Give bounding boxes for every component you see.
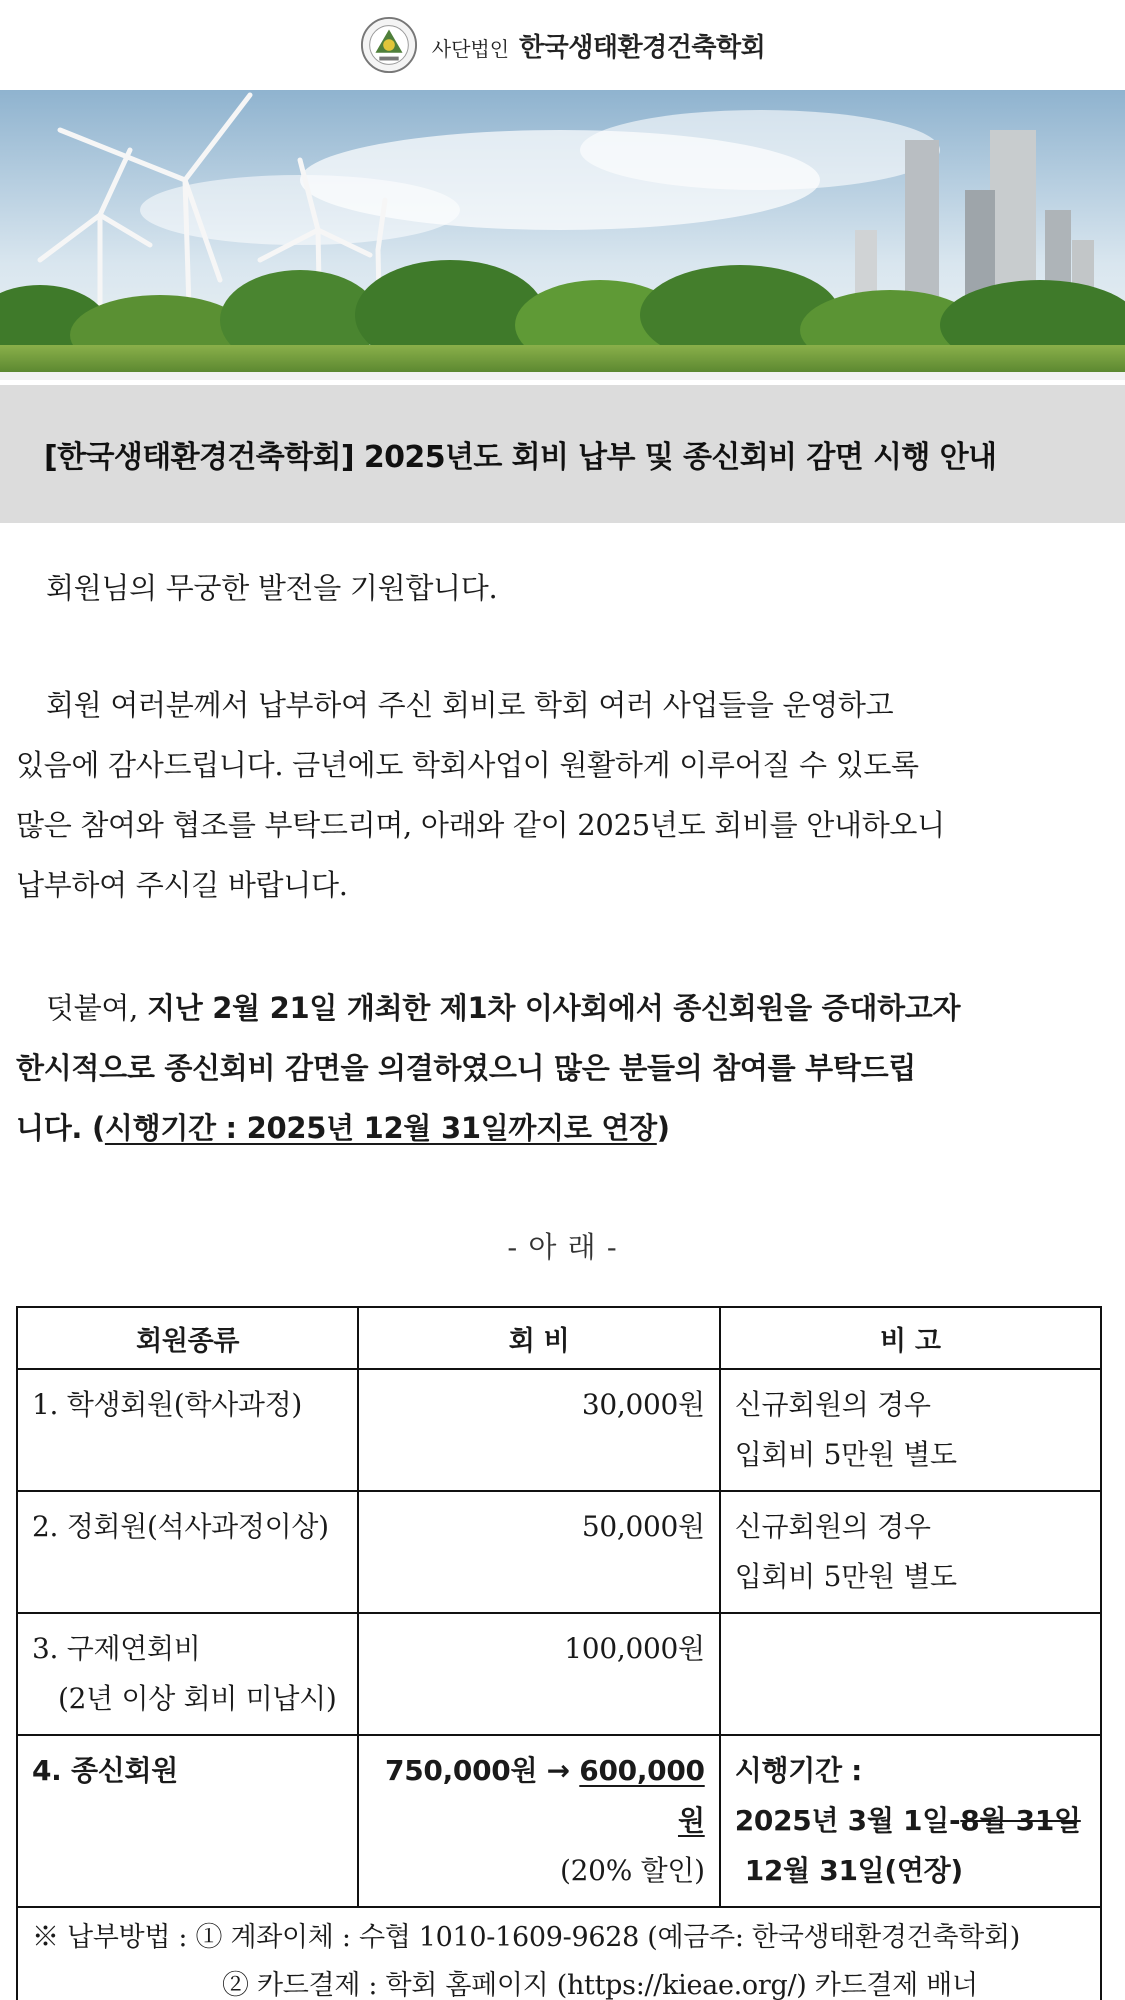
remarks-line-2b-struck: 8월 31일: [960, 1804, 1081, 1837]
fee-old: 750,000원 →: [385, 1754, 580, 1787]
remarks-cell: [720, 1735, 1101, 1907]
table-row: [17, 1491, 1101, 1613]
fee-table: [16, 1306, 1102, 2000]
remarks-line-1: 시행기간 :: [734, 1754, 863, 1787]
payment-info-cell: [17, 1907, 1101, 2000]
fee-cell: 30,000원: [358, 1369, 719, 1491]
table-row: [17, 1735, 1101, 1907]
remarks-cell: [720, 1369, 1101, 1491]
remarks-line-2a: 2025년 3월 1일-: [734, 1804, 961, 1837]
member-type-cell: [17, 1613, 358, 1735]
member-type-cell: 2. 정회원(석사과정이상): [17, 1491, 358, 1613]
header: [0, 0, 1125, 90]
remarks-line-2: 입회비 5만원 별도: [734, 1560, 957, 1593]
fee-discount: (20% 할인): [560, 1854, 705, 1887]
payment-line-1: ※ 납부방법 : ① 계좌이체 : 수협 1010-1609-9628 (예금주: 한국생태환경건축학회): [32, 1922, 1020, 1953]
intro-line-4: 납부하여 주시길 바랍니다.: [16, 868, 348, 902]
remarks-line-3: 12월 31일(연장): [744, 1854, 963, 1887]
payment-row: [17, 1907, 1101, 2000]
intro-line-1: 회원 여러분께서 납부하여 주신 회비로 학회 여러 사업들을 운영하고: [46, 688, 894, 722]
notice-bold-line-2: 한시적으로 종신회비 감면을 의결하였으니 많은 분들의 참여를 부탁드립: [16, 1051, 916, 1085]
notice-bold-line-3c: ): [656, 1111, 670, 1145]
notice-bold-line-3a: 니다. (: [16, 1111, 105, 1145]
payment-line-2: ② 카드결제 : 학회 홈페이지 (https://kieae.org/) 카드결제 배너: [222, 1970, 978, 2000]
greeting-paragraph: [16, 558, 1116, 618]
title-band: [0, 385, 1125, 523]
intro-paragraph: [16, 675, 1116, 915]
society-seal-icon: [360, 16, 418, 74]
fee-cell: [358, 1735, 719, 1907]
page-title: [한국생태환경건축학회] 2025년도 회비 납부 및 종신회비 감면 시행 안내: [44, 440, 997, 475]
table-row: [17, 1613, 1101, 1735]
banner-image: [0, 90, 1125, 380]
member-type-label: 3. 구제연회비: [32, 1632, 201, 1665]
fee-new: 600,000원: [579, 1754, 705, 1837]
greeting-text: 회원님의 무궁한 발전을 기원합니다.: [46, 571, 498, 605]
notice-paragraph: [16, 978, 1116, 1158]
remarks-cell: [720, 1613, 1101, 1735]
org-name: 한국생태환경건축학회: [519, 32, 766, 63]
notice-lead: 덧붙여,: [46, 991, 147, 1025]
intro-line-3: 많은 참여와 협조를 부탁드리며, 아래와 같이 2025년도 회비를 안내하오니: [16, 808, 945, 842]
fee-cell: 100,000원: [358, 1613, 719, 1735]
organization-name: [432, 27, 765, 64]
header-remarks: 비 고: [720, 1307, 1101, 1369]
header-fee: 회 비: [358, 1307, 719, 1369]
remarks-line-1: 신규회원의 경우: [734, 1388, 931, 1421]
member-type-sub: (2년 이상 회비 미납시): [58, 1682, 337, 1715]
table-row: [17, 1369, 1101, 1491]
notice-period: 시행기간 : 2025년 12월 31일까지로 연장: [104, 1111, 657, 1145]
member-type-cell: 4. 종신회원: [17, 1735, 358, 1907]
remarks-line-1: 신규회원의 경우: [734, 1510, 931, 1543]
remarks-cell: [720, 1491, 1101, 1613]
section-separator: - 아 래 -: [507, 1230, 618, 1264]
table-header-row: [17, 1307, 1101, 1369]
member-type-cell: 1. 학생회원(학사과정): [17, 1369, 358, 1491]
header-member-type: 회원종류: [17, 1307, 358, 1369]
notice-bold-line-1: 지난 2월 21일 개최한 제1차 이사회에서 종신회원을 증대하고자: [146, 991, 961, 1025]
org-prefix: 사단법인: [431, 36, 510, 61]
fee-cell: 50,000원: [358, 1491, 719, 1613]
remarks-line-2: 입회비 5만원 별도: [734, 1438, 957, 1471]
intro-line-2: 있음에 감사드립니다. 금년에도 학회사업이 원활하게 이루어질 수 있도록: [16, 748, 919, 782]
